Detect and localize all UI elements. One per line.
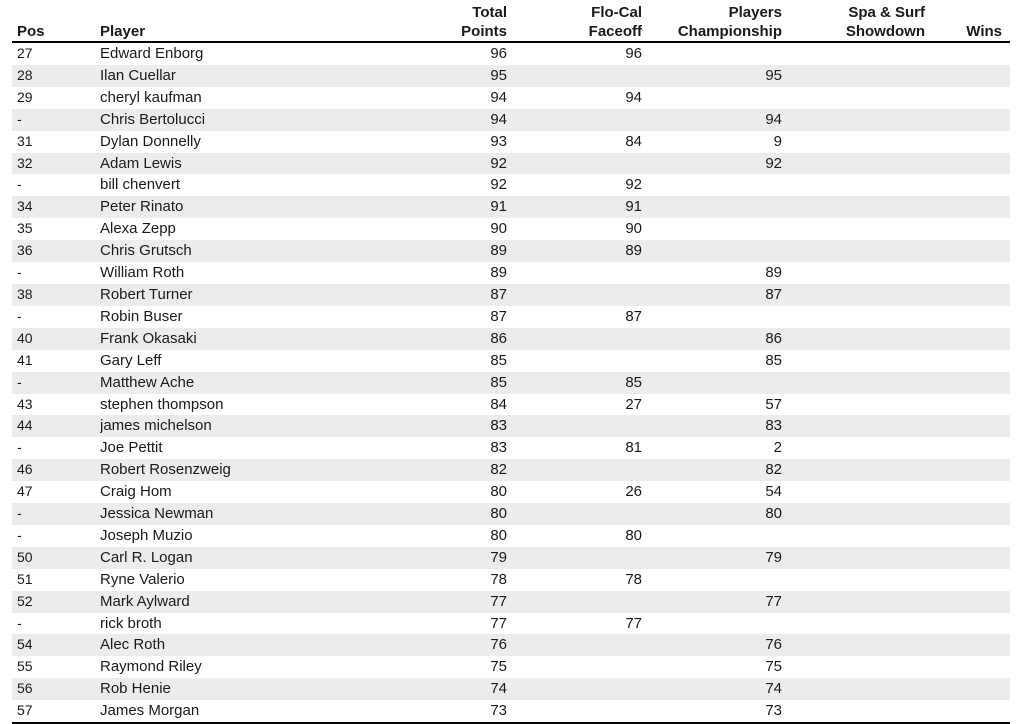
cell-wins: [925, 174, 1010, 196]
cell-spa-surf-showdown: [782, 131, 925, 153]
cell-total-points: 86: [400, 328, 507, 350]
cell-wins: [925, 153, 1010, 175]
cell-players-championship: [642, 42, 782, 65]
cell-players-championship: [642, 525, 782, 547]
header-line1: [100, 3, 400, 22]
cell-spa-surf-showdown: [782, 394, 925, 416]
header-row: [12, 0, 1010, 42]
cell-pos: 47: [17, 483, 33, 500]
cell-wins: [925, 525, 1010, 547]
cell-pos: -: [17, 614, 22, 631]
column-header-player: [100, 0, 400, 42]
cell-players-championship: [642, 613, 782, 635]
cell-flocal-faceoff: 94: [625, 88, 642, 106]
cell-pos: 36: [12, 240, 100, 262]
cell-wins: [925, 218, 1010, 240]
cell-players-championship: [642, 218, 782, 240]
cell-spa-surf-showdown: [782, 240, 925, 262]
cell-spa-surf-showdown: [782, 306, 925, 328]
cell-pos: 44: [12, 415, 100, 437]
cell-total-points: 75: [490, 658, 507, 676]
cell-spa-surf-showdown: [782, 328, 925, 350]
cell-wins: [925, 196, 1010, 218]
table-row: [12, 328, 1010, 350]
cell-total-points: 82: [400, 459, 507, 481]
cell-wins: [925, 350, 1010, 372]
cell-spa-surf-showdown: [782, 569, 925, 591]
cell-player: Alexa Zepp: [100, 220, 176, 238]
header-line1: Players: [728, 4, 782, 21]
cell-total-points: 94: [400, 109, 507, 131]
cell-wins: [925, 547, 1010, 569]
cell-pos: 31: [17, 132, 33, 149]
cell-players-championship: [642, 306, 782, 328]
cell-players-championship: 83: [642, 415, 782, 437]
cell-pos: 34: [12, 196, 100, 218]
table-row: [12, 394, 1010, 416]
header-line2: Pos: [17, 23, 45, 40]
cell-player: Edward Enborg: [100, 45, 204, 62]
cell-players-championship: [642, 196, 782, 218]
cell-flocal-faceoff: [507, 328, 642, 350]
cell-player: Dylan Donnelly: [100, 132, 201, 150]
cell-flocal-faceoff: [507, 547, 642, 569]
cell-flocal-faceoff: [507, 153, 642, 175]
cell-pos: 56: [12, 678, 100, 700]
cell-wins: [925, 459, 1010, 481]
cell-pos: 27: [17, 45, 33, 61]
cell-spa-surf-showdown: [782, 437, 925, 459]
cell-flocal-faceoff: [507, 591, 642, 613]
cell-players-championship: [642, 174, 782, 196]
table-row: [12, 459, 1010, 481]
cell-total-points: 95: [400, 65, 507, 87]
cell-player: Chris Bertolucci: [100, 109, 400, 131]
cell-total-points: 77: [490, 614, 507, 632]
column-header-pos: [12, 0, 100, 42]
cell-players-championship: 86: [642, 328, 782, 350]
cell-player: Joe Pettit: [100, 439, 163, 457]
cell-player: Carl R. Logan: [100, 547, 400, 569]
cell-wins: [925, 656, 1010, 678]
table-row: [12, 109, 1010, 131]
cell-total-points: 87: [400, 284, 507, 306]
table-row: [12, 65, 1010, 87]
cell-flocal-faceoff: 91: [507, 196, 642, 218]
cell-wins: [925, 634, 1010, 656]
cell-player: Gary Leff: [100, 351, 162, 369]
cell-pos: 54: [12, 634, 100, 656]
cell-total-points: 73: [400, 700, 507, 723]
cell-spa-surf-showdown: [782, 350, 925, 372]
table-row: [12, 42, 1010, 65]
cell-spa-surf-showdown: [782, 634, 925, 656]
cell-total-points: 74: [400, 678, 507, 700]
cell-pos: 46: [12, 459, 100, 481]
column-header-flocal-faceoff: [507, 0, 642, 42]
cell-total-points: 80: [400, 503, 507, 525]
table-row: [12, 174, 1010, 196]
cell-flocal-faceoff: 84: [625, 132, 642, 150]
cell-pos: -: [17, 264, 22, 281]
table-row: [12, 196, 1010, 218]
table-row: [12, 218, 1010, 240]
cell-player: William Roth: [100, 264, 185, 282]
table-row: [12, 525, 1010, 547]
cell-player: Alec Roth: [100, 634, 400, 656]
cell-flocal-faceoff: [507, 415, 642, 437]
cell-players-championship: 80: [642, 503, 782, 525]
cell-total-points: 85: [400, 372, 507, 394]
cell-player: Frank Okasaki: [100, 328, 400, 350]
cell-flocal-faceoff: 87: [625, 307, 642, 325]
cell-flocal-faceoff: 90: [625, 220, 642, 238]
cell-wins: [925, 503, 1010, 525]
cell-flocal-faceoff: [507, 350, 642, 372]
cell-player: stephen thompson: [100, 395, 224, 413]
cell-player: Adam Lewis: [100, 153, 400, 175]
cell-flocal-faceoff: 78: [625, 570, 642, 588]
cell-player: James Morgan: [100, 700, 400, 723]
cell-wins: [925, 328, 1010, 350]
cell-spa-surf-showdown: [782, 109, 925, 131]
cell-pos: 41: [17, 351, 33, 368]
table-row: [12, 634, 1010, 656]
cell-spa-surf-showdown: [782, 503, 925, 525]
cell-player: bill chenvert: [100, 176, 181, 194]
table-row: [12, 262, 1010, 284]
cell-players-championship: 87: [642, 284, 782, 306]
cell-player: Ilan Cuellar: [100, 65, 400, 87]
cell-flocal-faceoff: 89: [507, 240, 642, 262]
cell-wins: [925, 569, 1010, 591]
cell-total-points: 89: [490, 264, 507, 282]
table-header: [12, 0, 1010, 42]
cell-players-championship: 54: [765, 483, 782, 501]
cell-total-points: 84: [490, 395, 507, 413]
cell-players-championship: 76: [642, 634, 782, 656]
cell-total-points: 83: [490, 439, 507, 457]
cell-spa-surf-showdown: [782, 700, 925, 723]
table-row: [12, 372, 1010, 394]
cell-players-championship: 74: [642, 678, 782, 700]
table-row: [12, 284, 1010, 306]
cell-pos: 29: [17, 88, 33, 105]
standings-table-container: [12, 0, 1010, 724]
cell-flocal-faceoff: 85: [507, 372, 642, 394]
cell-flocal-faceoff: [507, 65, 642, 87]
cell-player: Raymond Riley: [100, 658, 202, 676]
table-row: [12, 613, 1010, 635]
header-line2: Faceoff: [588, 23, 642, 40]
cell-pos: -: [17, 307, 22, 324]
cell-spa-surf-showdown: [782, 284, 925, 306]
cell-spa-surf-showdown: [782, 415, 925, 437]
cell-total-points: 78: [490, 570, 507, 588]
cell-pos: 55: [17, 658, 33, 675]
cell-players-championship: 77: [642, 591, 782, 613]
cell-total-points: 90: [490, 220, 507, 238]
cell-pos: -: [12, 503, 100, 525]
standings-table: [12, 0, 1010, 724]
cell-flocal-faceoff: 96: [625, 45, 642, 62]
cell-players-championship: 75: [765, 658, 782, 676]
cell-wins: [925, 437, 1010, 459]
cell-wins: [925, 591, 1010, 613]
cell-flocal-faceoff: [507, 634, 642, 656]
column-header-spa-surf-showdown: [782, 0, 925, 42]
cell-players-championship: [642, 240, 782, 262]
cell-total-points: 87: [490, 307, 507, 325]
cell-total-points: 79: [400, 547, 507, 569]
cell-flocal-faceoff: 27: [625, 395, 642, 413]
table-row: [12, 700, 1010, 723]
cell-pos: 43: [17, 395, 33, 412]
cell-wins: [925, 306, 1010, 328]
header-line2: Showdown: [845, 23, 925, 40]
table-row: [12, 87, 1010, 109]
cell-player: Jessica Newman: [100, 503, 400, 525]
cell-spa-surf-showdown: [782, 547, 925, 569]
cell-pos: 32: [12, 153, 100, 175]
cell-spa-surf-showdown: [782, 525, 925, 547]
cell-player: cheryl kaufman: [100, 88, 202, 106]
cell-total-points: 96: [490, 45, 507, 62]
cell-flocal-faceoff: 80: [625, 526, 642, 544]
cell-flocal-faceoff: [507, 262, 642, 284]
cell-pos: 38: [12, 284, 100, 306]
cell-spa-surf-showdown: [782, 196, 925, 218]
table-row: [12, 547, 1010, 569]
cell-players-championship: 2: [773, 439, 782, 457]
cell-spa-surf-showdown: [782, 459, 925, 481]
cell-player: Mark Aylward: [100, 591, 400, 613]
cell-flocal-faceoff: 77: [625, 614, 642, 632]
header-line2: Championship: [677, 23, 782, 40]
table-row: [12, 350, 1010, 372]
table-row: [12, 306, 1010, 328]
cell-flocal-faceoff: [507, 503, 642, 525]
cell-players-championship: 95: [642, 65, 782, 87]
cell-pos: 50: [12, 547, 100, 569]
cell-players-championship: 92: [642, 153, 782, 175]
cell-total-points: 80: [490, 526, 507, 544]
table-row: [12, 131, 1010, 153]
table-row: [12, 591, 1010, 613]
cell-total-points: 92: [490, 176, 507, 194]
table-row: [12, 503, 1010, 525]
table-row: [12, 656, 1010, 678]
header-line2: Points: [461, 23, 507, 40]
cell-wins: [925, 131, 1010, 153]
header-line1: Total: [472, 4, 507, 21]
cell-spa-surf-showdown: [782, 656, 925, 678]
table-body: [12, 42, 1010, 723]
cell-spa-surf-showdown: [782, 174, 925, 196]
cell-spa-surf-showdown: [782, 262, 925, 284]
cell-player: Chris Grutsch: [100, 240, 400, 262]
cell-players-championship: [642, 569, 782, 591]
cell-spa-surf-showdown: [782, 153, 925, 175]
cell-wins: [925, 613, 1010, 635]
cell-pos: 28: [12, 65, 100, 87]
cell-wins: [925, 372, 1010, 394]
cell-pos: 35: [17, 220, 33, 237]
cell-player: Robin Buser: [100, 307, 183, 325]
cell-total-points: 94: [490, 88, 507, 106]
cell-flocal-faceoff: [507, 700, 642, 723]
cell-spa-surf-showdown: [782, 613, 925, 635]
cell-flocal-faceoff: 92: [625, 176, 642, 194]
table-row: [12, 481, 1010, 503]
cell-flocal-faceoff: [507, 656, 642, 678]
table-row: [12, 437, 1010, 459]
cell-players-championship: 89: [765, 264, 782, 282]
cell-spa-surf-showdown: [782, 65, 925, 87]
cell-spa-surf-showdown: [782, 372, 925, 394]
cell-total-points: 92: [400, 153, 507, 175]
cell-wins: [925, 65, 1010, 87]
cell-players-championship: [642, 372, 782, 394]
cell-wins: [925, 109, 1010, 131]
cell-wins: [925, 284, 1010, 306]
cell-players-championship: 85: [765, 351, 782, 369]
cell-pos: 57: [12, 700, 100, 723]
cell-pos: 51: [17, 570, 33, 587]
cell-player: Robert Rosenzweig: [100, 459, 400, 481]
cell-flocal-faceoff: 26: [625, 483, 642, 501]
cell-flocal-faceoff: [507, 678, 642, 700]
header-line1: [17, 3, 100, 22]
cell-players-championship: 94: [642, 109, 782, 131]
cell-pos: 40: [12, 328, 100, 350]
cell-wins: [925, 481, 1010, 503]
header-line2: Player: [100, 23, 146, 40]
cell-players-championship: [642, 87, 782, 109]
cell-player: rick broth: [100, 614, 162, 632]
table-row: [12, 153, 1010, 175]
cell-player: Peter Rinato: [100, 196, 400, 218]
cell-pos: -: [12, 372, 100, 394]
table-row: [12, 415, 1010, 437]
column-header-wins: [925, 0, 1010, 42]
column-header-players-championship: [642, 0, 782, 42]
cell-player: Craig Hom: [100, 483, 172, 501]
cell-spa-surf-showdown: [782, 591, 925, 613]
header-line2: Wins: [966, 23, 1002, 40]
header-line1: Flo-Cal: [591, 4, 642, 21]
table-row: [12, 240, 1010, 262]
cell-players-championship: 57: [765, 395, 782, 413]
cell-total-points: 76: [400, 634, 507, 656]
cell-total-points: 85: [490, 351, 507, 369]
cell-player: Matthew Ache: [100, 372, 400, 394]
cell-flocal-faceoff: 81: [625, 439, 642, 457]
cell-wins: [925, 87, 1010, 109]
cell-total-points: 91: [400, 196, 507, 218]
cell-flocal-faceoff: [507, 284, 642, 306]
cell-player: Ryne Valerio: [100, 570, 185, 588]
cell-spa-surf-showdown: [782, 218, 925, 240]
cell-player: Rob Henie: [100, 678, 400, 700]
cell-spa-surf-showdown: [782, 481, 925, 503]
cell-total-points: 89: [400, 240, 507, 262]
cell-wins: [925, 415, 1010, 437]
cell-pos: 52: [12, 591, 100, 613]
column-header-total-points: [400, 0, 507, 42]
cell-spa-surf-showdown: [782, 87, 925, 109]
cell-total-points: 77: [400, 591, 507, 613]
cell-spa-surf-showdown: [782, 678, 925, 700]
cell-pos: -: [17, 439, 22, 456]
cell-pos: -: [12, 109, 100, 131]
cell-player: james michelson: [100, 415, 400, 437]
cell-players-championship: 73: [642, 700, 782, 723]
header-line1: [925, 3, 1002, 22]
cell-wins: [925, 240, 1010, 262]
cell-players-championship: 9: [773, 132, 782, 150]
cell-flocal-faceoff: [507, 459, 642, 481]
cell-total-points: 93: [490, 132, 507, 150]
cell-total-points: 83: [400, 415, 507, 437]
cell-wins: [925, 700, 1010, 723]
cell-spa-surf-showdown: [782, 42, 925, 65]
table-row: [12, 678, 1010, 700]
cell-wins: [925, 394, 1010, 416]
cell-wins: [925, 262, 1010, 284]
header-line1: Spa & Surf: [848, 4, 925, 21]
table-row: [12, 569, 1010, 591]
cell-pos: -: [17, 176, 22, 193]
cell-players-championship: 79: [642, 547, 782, 569]
cell-wins: [925, 42, 1010, 65]
cell-wins: [925, 678, 1010, 700]
cell-player: Joseph Muzio: [100, 526, 193, 544]
cell-pos: -: [17, 526, 22, 543]
cell-players-championship: 82: [642, 459, 782, 481]
cell-total-points: 80: [490, 483, 507, 501]
cell-flocal-faceoff: [507, 109, 642, 131]
cell-player: Robert Turner: [100, 284, 400, 306]
